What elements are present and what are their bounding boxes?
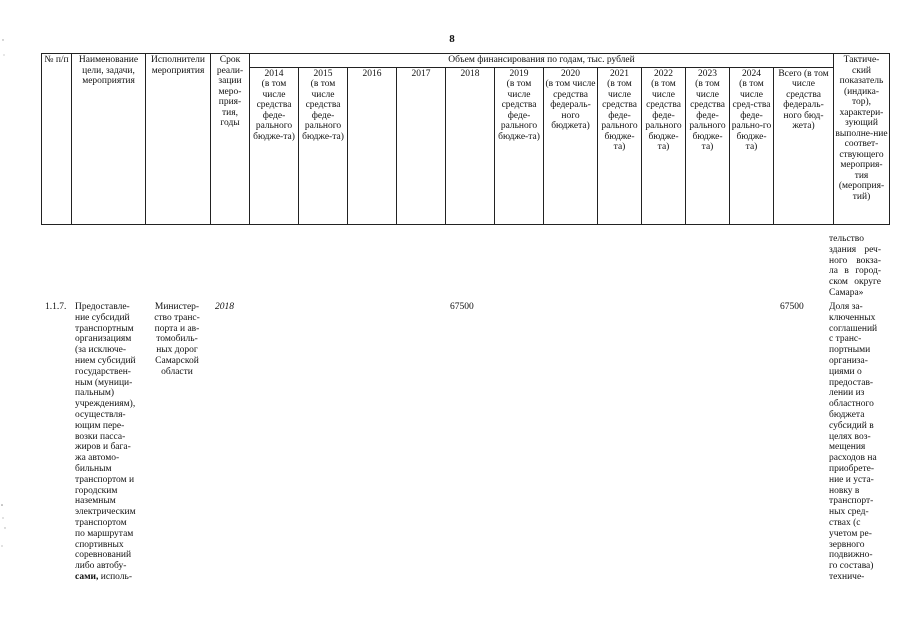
col-year-2015: 2015 (в том числе средства феде-рального бюдже-та): [299, 67, 348, 224]
scan-artifact: [0, 0, 8, 636]
row-value-2018: 67500: [450, 302, 474, 312]
row-indicator-line: зервного: [829, 539, 865, 550]
row-name-line: транспортом и: [75, 474, 135, 485]
col-year-2021: 2021 (в том числе средства феде-рального бюдже-та): [598, 67, 642, 224]
col-total: Всего (в том числе средства федераль-ного бюд-жета): [774, 67, 834, 224]
row-name-line: городским: [75, 485, 118, 496]
row-executor-line: порта и ав-: [154, 323, 200, 334]
col-year-2024: 2024 (в том числе сред-ства феде-рально-го бюдже-та): [730, 67, 774, 224]
row-indicator-line: ных сред-: [829, 507, 869, 518]
row-indicator-line: учетом ре-: [829, 528, 872, 539]
col-indicator: Тактиче-ский показатель (индика-тор), характери-зующий выполне-ние соответ-ствующего мероприя-тия (мероприя-тий): [834, 54, 890, 225]
row-indicator-line: Доля за-: [829, 302, 863, 312]
row-name: [75, 302, 137, 583]
row-name-line: ние субсидий: [75, 312, 130, 323]
row-name-line: жа автомо-: [75, 453, 120, 464]
row-name-line: государствен-: [75, 366, 131, 377]
row-term: 2018: [215, 302, 234, 312]
col-year-2019: 2019 (в том числе средства феде-рального бюдже-та): [495, 67, 544, 224]
row-indicator-line: техниче-: [829, 571, 865, 582]
row-indicator-line: приобрете-: [829, 463, 874, 474]
row-indicator-line: с транс-: [829, 334, 862, 345]
row-indicator-line: расходов на: [829, 453, 877, 464]
indicator-continuation: тельство здания реч-ного вокза-ла в город-ском округе Самара»: [829, 234, 881, 298]
row-indicator-line: го состава): [829, 561, 874, 572]
col-year-2023: 2023 (в том числе средства феде-рального бюдже-та): [686, 67, 730, 224]
row-name-line: бильным: [75, 463, 112, 474]
row-name-line: возки пасса-: [75, 431, 126, 442]
col-executors: Исполнители мероприятия: [146, 54, 211, 225]
col-year-2017: 2017: [397, 67, 446, 224]
row-indicator-line: транспорт-: [829, 496, 874, 507]
row-indicator-line: циями о: [829, 366, 862, 377]
row-indicator-line: мещения: [829, 442, 866, 453]
col-term: Срок реали-зации меро-прия-тия, годы: [211, 54, 250, 225]
row-name-line: соревнований: [75, 550, 132, 561]
row-name-line: наземным: [75, 496, 116, 507]
page-number: 8: [449, 33, 455, 45]
row-name-line: электрическим: [75, 507, 136, 518]
row-name-line: Предоставле-: [75, 302, 130, 312]
col-year-2014: 2014 (в том числе средства феде-рального бюдже-та): [250, 67, 299, 224]
col-year-2016: 2016: [348, 67, 397, 224]
row-indicator-line: областного: [829, 399, 874, 410]
row-executor-line: томобиль-: [156, 334, 198, 345]
row-name-line: спортивных: [75, 539, 124, 550]
row-executor-line: Самарской: [155, 355, 199, 366]
row-total: 67500: [780, 302, 804, 312]
row-indicator: [829, 302, 881, 583]
col-year-2020: 2020 (в том числе средства федераль-ного бюджета): [544, 67, 598, 224]
col-name: Наименование цели, задачи, мероприятия: [72, 54, 146, 225]
row-number: 1.1.7.: [45, 302, 67, 312]
row-indicator-line: новку в: [829, 485, 860, 496]
funding-title: Объем финансирования по годам, тыс. рублей: [250, 54, 834, 68]
row-name-line: (за исключе-: [75, 345, 127, 356]
row-name-line: ным (муници-: [75, 377, 133, 388]
row-indicator-line: предостав-: [829, 377, 874, 388]
row-name-line: ющим пере-: [75, 420, 125, 431]
row-executor-line: области: [161, 366, 193, 377]
col-year-2022: 2022 (в том числе средства феде-рального бюдже-та): [642, 67, 686, 224]
row-indicator-line: целях воз-: [829, 431, 871, 442]
row-name-line: пальным): [75, 388, 115, 399]
row-indicator-line: бюджета: [829, 409, 865, 420]
row-indicator-line: ствах (с: [829, 517, 861, 528]
row-name-line: организациям: [75, 334, 132, 345]
row-executor-line: Министер-: [154, 302, 200, 312]
row-indicator-line: ние и уста-: [829, 474, 874, 485]
row-indicator-line: организа-: [829, 355, 868, 366]
row-indicator-line: подвижно-: [829, 550, 873, 561]
row-executors: [145, 302, 209, 378]
row-name-line: осуществля-: [75, 409, 126, 420]
row-name-line: учреждениям),: [75, 399, 136, 410]
row-indicator-line: соглашений: [829, 323, 878, 334]
funding-table-header: [41, 53, 890, 225]
row-name-line: по маршрутам: [75, 528, 134, 539]
col-year-2018: 2018: [446, 67, 495, 224]
row-indicator-line: лении из: [829, 388, 865, 399]
row-name-line: нием субсидий: [75, 355, 136, 366]
row-executor-line: ных дорог: [156, 345, 198, 356]
row-indicator-line: ключенных: [829, 312, 876, 323]
col-num: № п/п: [42, 54, 72, 225]
row-name-line: жиров и бага-: [75, 442, 131, 453]
row-name-line: транспортным: [75, 323, 134, 334]
row-name-line: транспортом: [75, 517, 127, 528]
row-indicator-line: субсидий в: [829, 420, 874, 431]
row-name-line: сами, исполь-: [75, 571, 133, 582]
row-executor-line: ство транс-: [154, 312, 200, 323]
row-name-line: либо автобу-: [75, 561, 127, 572]
row-indicator-line: портными: [829, 345, 871, 356]
